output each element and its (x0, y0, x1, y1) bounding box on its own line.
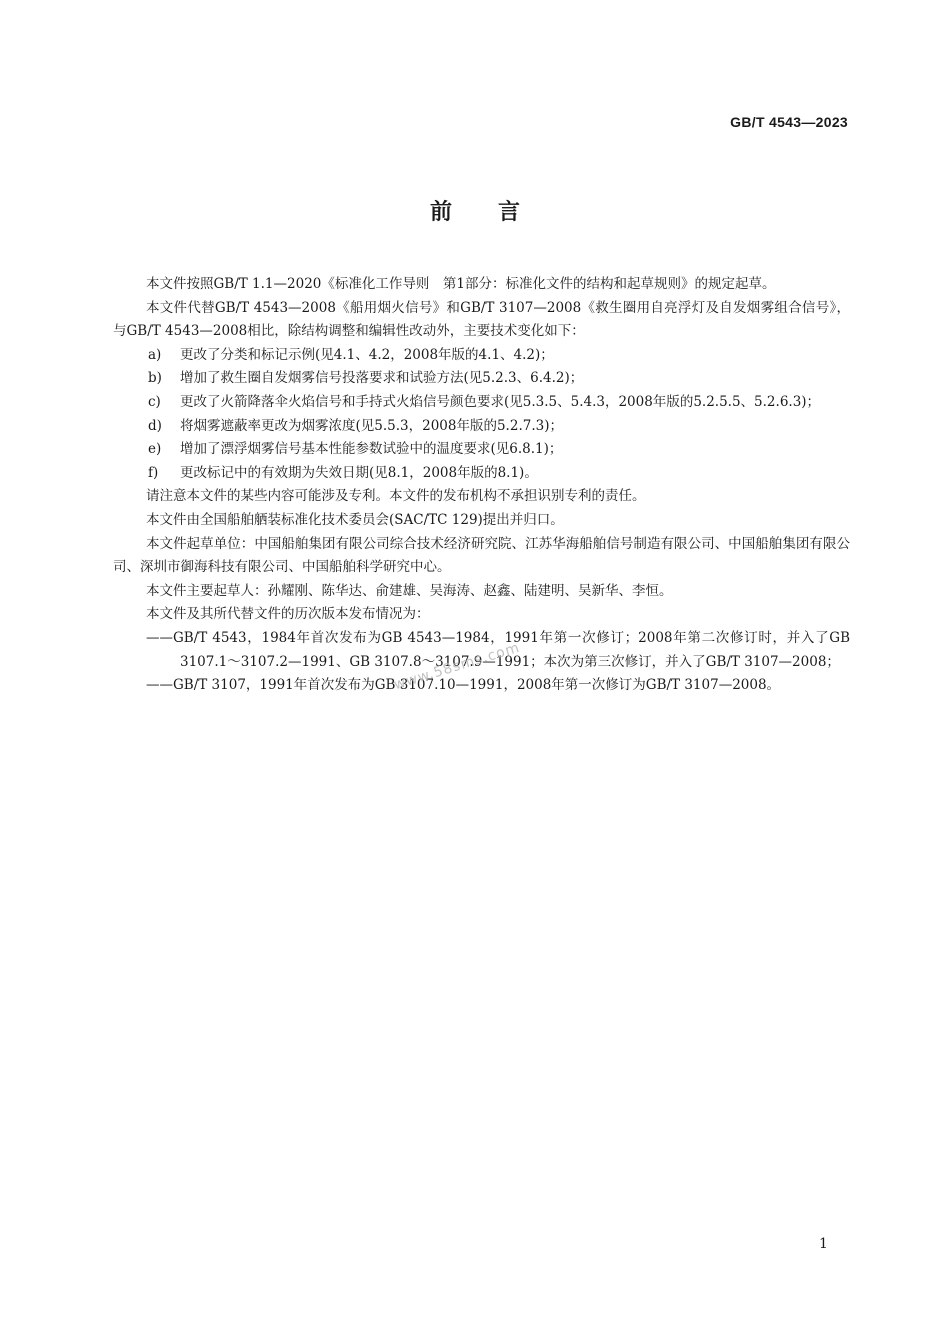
list-marker: e) (148, 441, 162, 458)
standard-code: GB/T 4543—2023 (730, 114, 848, 130)
paragraph-drafters: 本文件主要起草人：孙耀刚、陈华达、俞建雄、吴海涛、赵鑫、陆建明、吴新华、李恒。 (146, 582, 673, 599)
page-title: 前言 (429, 200, 566, 225)
list-item (113, 391, 850, 415)
paragraph-patent-notice: 请注意本文件的某些内容可能涉及专利。本文件的发布机构不承担识别专利的责任。 (146, 488, 646, 505)
list-item-text: 更改标记中的有效期为失效日期(见8.1，2008年版的8.1)。 (180, 464, 538, 481)
list-marker: f) (148, 464, 159, 481)
list-item-text: 增加了救生圈自发烟雾信号投落要求和试验方法(见5.2.3、6.4.2)； (180, 370, 584, 387)
paragraph-drafting-units: 本文件起草单位：中国船舶集团有限公司综合技术经济研究院、江苏华海船舶信号制造有限公司、中国船舶集团有限公司、深圳市御海科技有限公司、中国船舶科学研究中心。 (113, 535, 850, 576)
list-item-text: 将烟雾遮蔽率更改为烟雾浓度(见5.5.3，2008年版的5.2.7.3)； (180, 417, 563, 434)
list-marker: a) (148, 346, 162, 363)
list-item (113, 415, 850, 439)
list-item (113, 367, 850, 391)
list-marker: c) (148, 393, 161, 410)
history-item: ——GB/T 3107，1991年首次发布为GB 3107.10—1991，2008年第一次修订为GB/T 3107—2008。 (146, 677, 781, 694)
list-item-text: 更改了火箭降落伞火焰信号和手持式火焰信号颜色要求(见5.3.5、5.4.3，2008年版的5.2.5.5、5.2.6.3)； (180, 393, 821, 410)
page-number: 1 (819, 1236, 828, 1252)
list-marker: b) (148, 370, 162, 387)
paragraph-history-intro: 本文件及其所代替文件的历次版本发布情况为： (146, 606, 430, 623)
document-body (113, 273, 850, 698)
paragraph-proposer: 本文件由全国船舶舾装标准化技术委员会(SAC/TC 129)提出并归口。 (146, 511, 564, 528)
changes-list (113, 344, 850, 486)
list-marker: d) (148, 417, 162, 434)
list-item-text: 增加了漂浮烟雾信号基本性能参数试验中的温度要求(见6.8.1)； (180, 441, 563, 458)
paragraph-basis: 本文件按照GB/T 1.1—2020《标准化工作导则 第1部分：标准化文件的结构和起草规则》的规定起草。 (146, 276, 776, 292)
list-item (113, 462, 850, 486)
list-item-text: 更改了分类和标记示例(见4.1、4.2，2008年版的4.1、4.2)； (180, 346, 554, 363)
list-item (113, 438, 850, 462)
watermark: www.58sms.com (392, 639, 522, 694)
list-item (113, 344, 850, 368)
paragraph-replacement: 本文件代替GB/T 4543—2008《船用烟火信号》和GB/T 3107—2008《救生圈用自亮浮灯及自发烟雾组合信号》，与GB/T 4543—2008相比，除结构调整和编辑性改动外，主要技术变化如下： (113, 299, 850, 340)
history-item: ——GB/T 4543，1984年首次发布为GB 4543—1984，1991年第一次修订；2008年第二次修订时，并入了GB 3107.1～3107.2—1991、GB 3107.8～3107.9—1991；本次为第三次修订，并入了GB/T 3107—2008； (146, 629, 850, 670)
